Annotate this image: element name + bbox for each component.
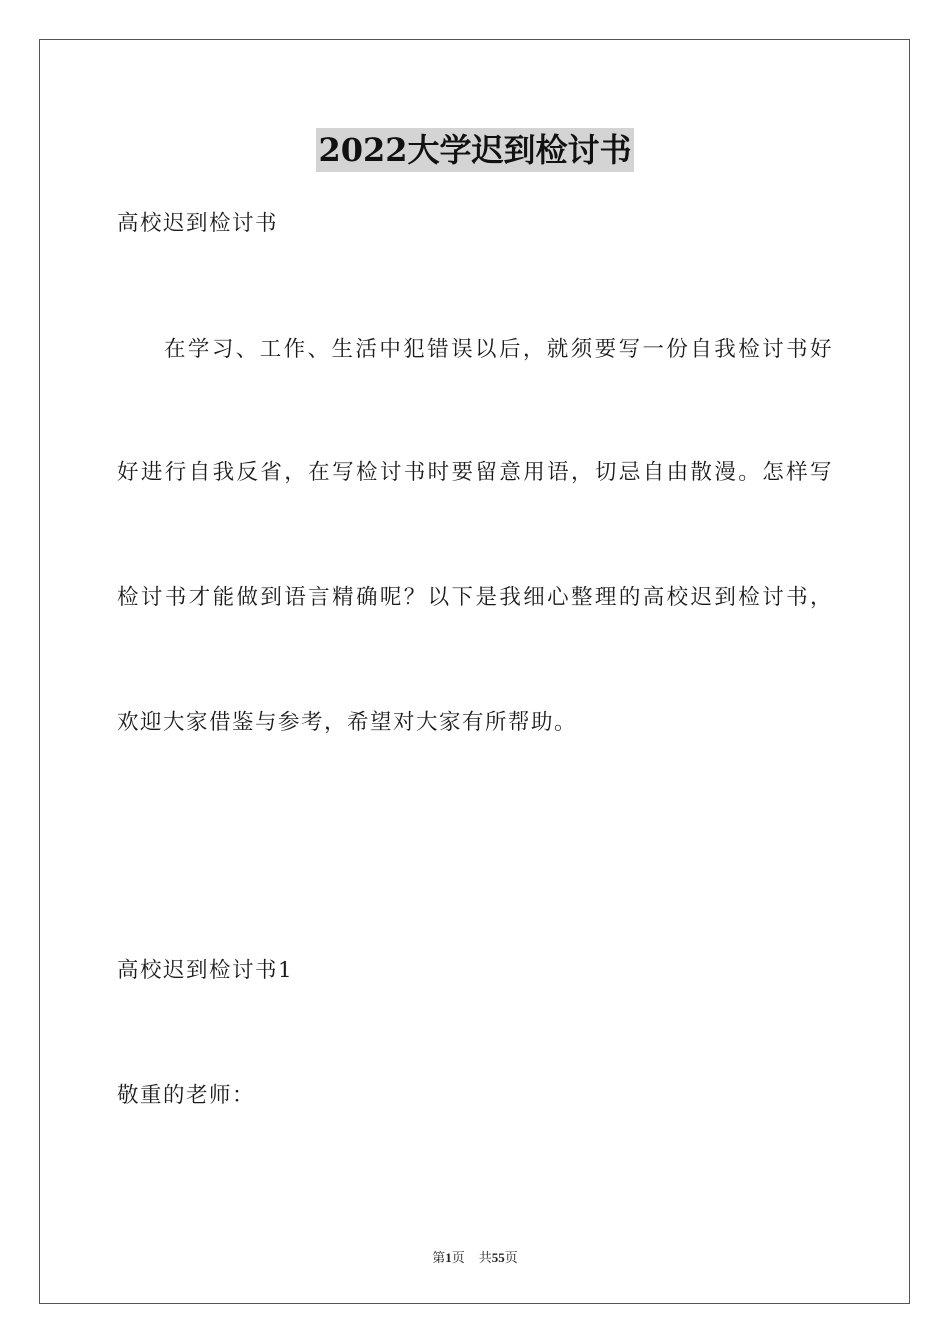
page-footer: [0, 1249, 950, 1267]
document-title: [0, 128, 950, 172]
page-number: 1: [445, 1250, 452, 1265]
total-prefix: 共: [478, 1250, 492, 1265]
page-prefix: 第: [432, 1250, 446, 1265]
document-title-text: 2022大学迟到检讨书: [316, 128, 633, 172]
salutation: 敬重的老师：: [117, 1083, 256, 1108]
intro-line-4: 欢迎大家借鉴与参考，希望对大家有所帮助。: [117, 710, 578, 735]
intro-line-3: 检讨书才能做到语言精确呢？以下是我细心整理的高校迟到检讨书，: [117, 585, 833, 610]
intro-line-1: 在学习、工作、生活中犯错误以后，就须要写一份自我检讨书好: [164, 337, 833, 362]
document-subtitle: 高校迟到检讨书: [117, 211, 279, 236]
intro-line-2: 好进行自我反省，在写检讨书时要留意用语，切忌自由散漫。怎样写: [117, 460, 833, 485]
total-suffix: 页: [504, 1250, 518, 1265]
page-suffix: 页: [451, 1250, 465, 1265]
total-pages: 55: [491, 1250, 505, 1265]
section-heading: 高校迟到检讨书1: [117, 958, 294, 983]
